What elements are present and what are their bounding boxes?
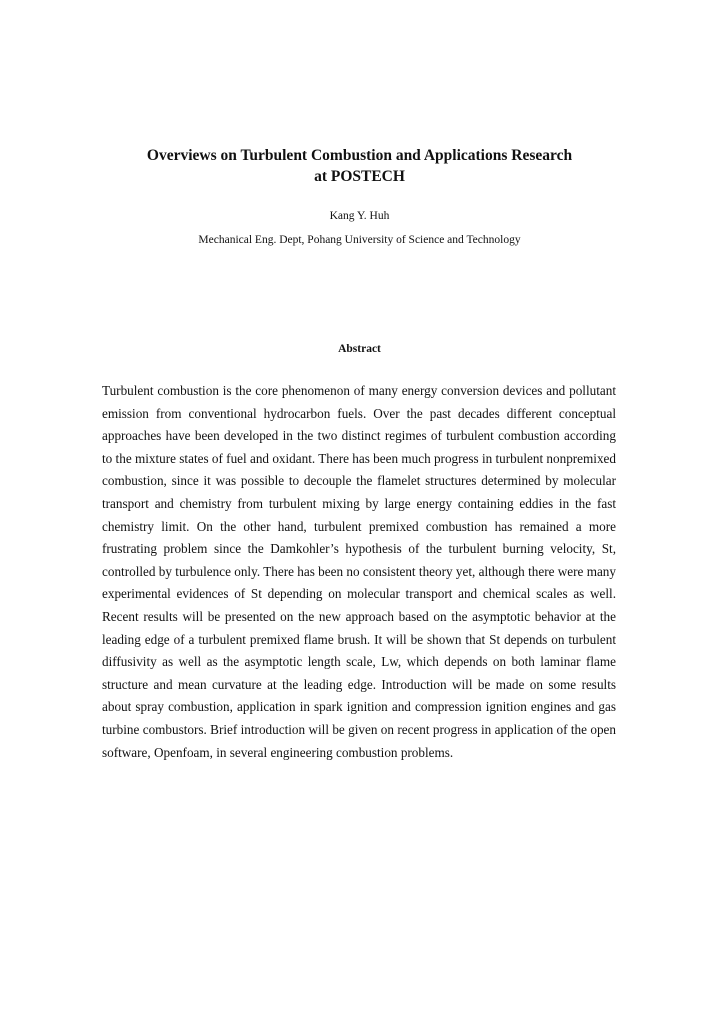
author-affiliation: Mechanical Eng. Dept, Pohang University of Science and Technology (198, 234, 521, 246)
abstract-body: Turbulent combustion is the core phenomenon of many energy conversion devices and pollutant emission from conventional hydrocarbon fuels. Over the past decades different conceptual approaches have been developed in the two distinct regimes of turbulent combustion according to the mixture states of fuel and oxidant. There has been much progress in turbulent nonpremixed combustion, since it was possible to decouple the flamelet structures determined by molecular transport and chemistry from turbulent mixing by large energy containing eddies in the fast chemistry limit. On the other hand, turbulent premixed combustion has remained a more frustrating problem since the Damkohler’s hypothesis of the turbulent burning velocity, St, controlled by turbulence only. There has been no consistent theory yet, although there were many experimental evidences of St depending on molecular transport and chemical scales as well. Recent results will be presented on the new approach based on the asymptotic behavior at the leading edge of a turbulent premixed flame brush. It will be shown that St depends on turbulent diffusivity as well as the asymptotic length scale, Lw, which depends on both laminar flame structure and mean curvature at the leading edge. Introduction will be made on some results about spray combustion, application in spark ignition and compression ignition engines and gas turbine combustors. Brief introduction will be given on recent progress in application of the open software, Openfoam, in several engineering combustion problems. (102, 383, 616, 760)
paper-title-line-1: Overviews on Turbulent Combustion and Applications Research (146, 147, 573, 164)
paper-title-line-2: at POSTECH (314, 168, 405, 185)
author-name: Kang Y. Huh (329, 210, 390, 222)
abstract-heading: Abstract (338, 343, 381, 355)
